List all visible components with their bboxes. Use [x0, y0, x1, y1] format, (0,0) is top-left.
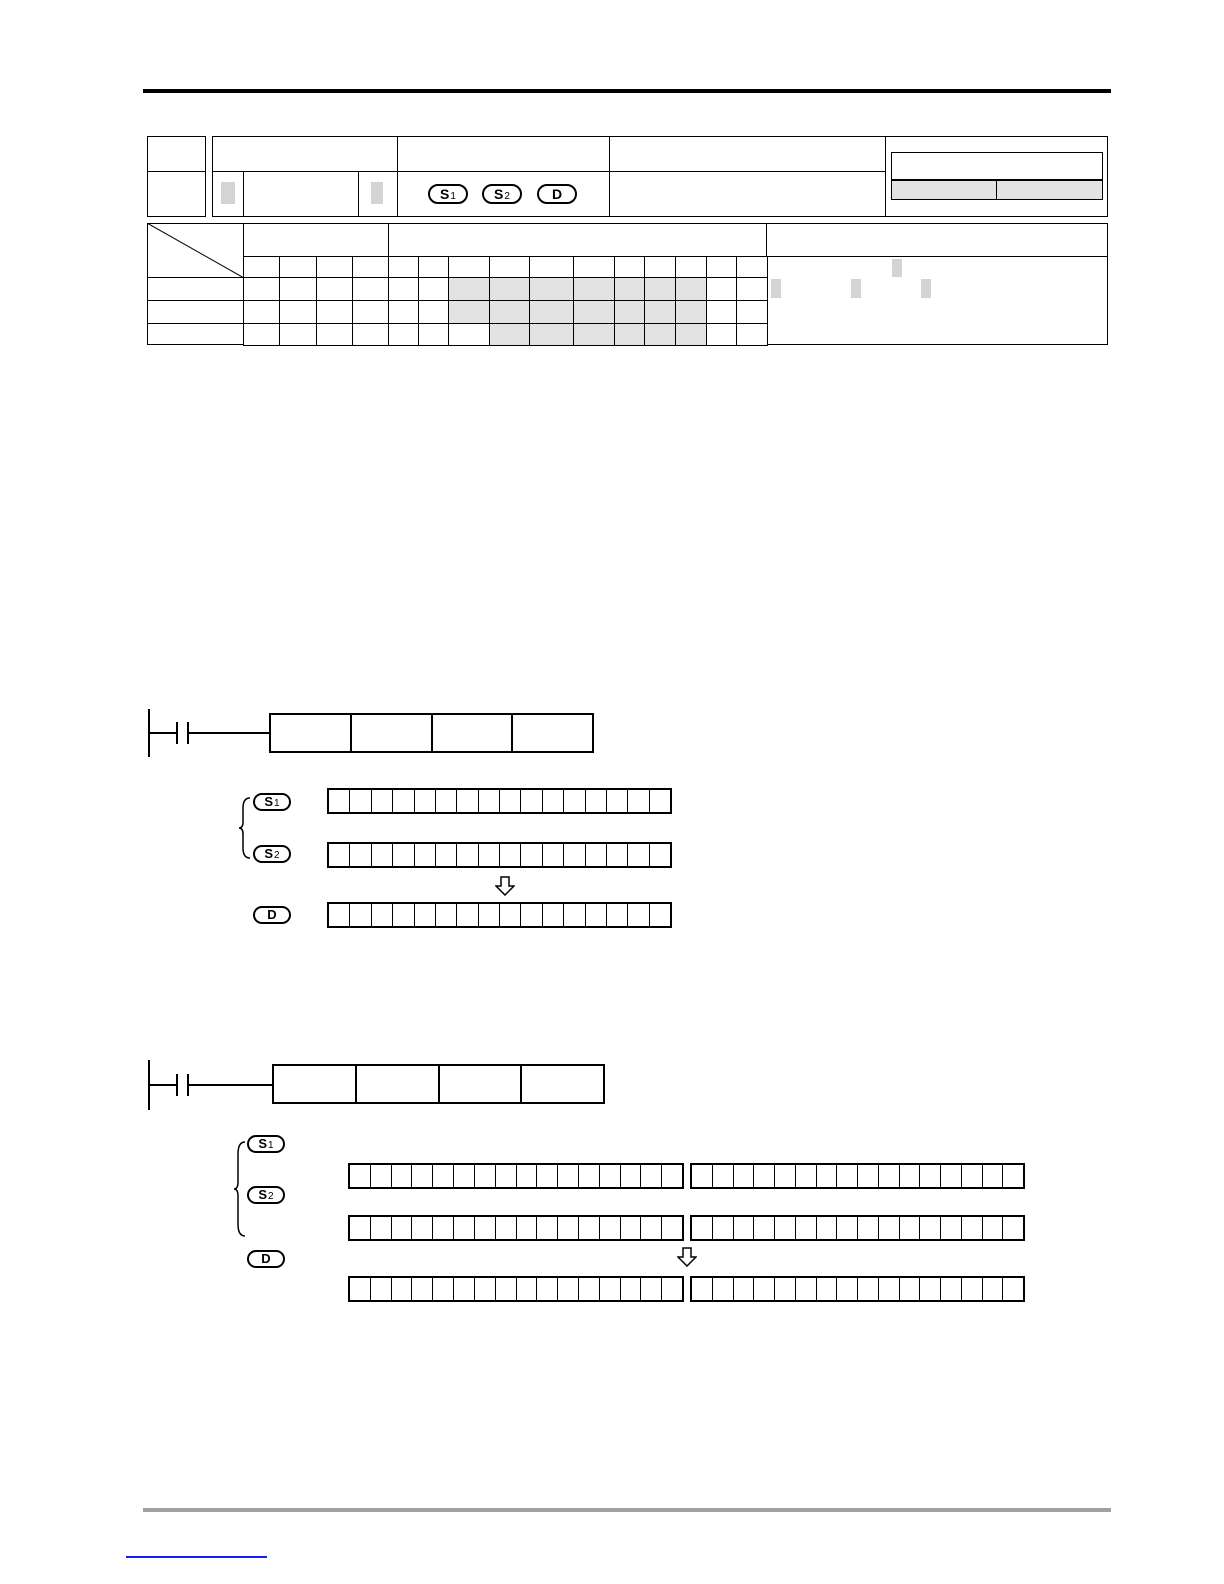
- device-cell: [736, 300, 768, 324]
- down-arrow-icon: [495, 876, 515, 896]
- device-cell: [644, 277, 676, 301]
- device-cell: [418, 277, 449, 301]
- device-table-corner: [147, 223, 244, 278]
- bit-cell: [436, 904, 457, 926]
- bit-cell: [500, 790, 521, 812]
- device-cell: [675, 300, 707, 324]
- bit-cell: [858, 1217, 879, 1239]
- bit-cell: [775, 1278, 796, 1300]
- bit-devices-header: [243, 223, 389, 257]
- bit-cell: [621, 1278, 642, 1300]
- bit-cell: [393, 790, 414, 812]
- instruction-box-16bit: [269, 713, 594, 753]
- bit-cell: [521, 790, 542, 812]
- bit-cell: [475, 1278, 496, 1300]
- bit-cell: [607, 790, 628, 812]
- bit-cell: [479, 904, 500, 926]
- bit-cell: [454, 1217, 475, 1239]
- device-cell: [243, 277, 280, 301]
- bit-cell: [983, 1217, 1004, 1239]
- steps-mark-4: [921, 279, 931, 298]
- instr-cell-s1: [357, 1066, 440, 1102]
- program-steps-header: [766, 223, 1108, 257]
- bit-cell: [775, 1217, 796, 1239]
- ex1-operand-s2: S2: [253, 845, 291, 863]
- bit-cell: [537, 1165, 558, 1187]
- operand-s1: S1: [428, 184, 468, 204]
- instr-cell-s2: [433, 715, 514, 751]
- bit-cell: [692, 1217, 713, 1239]
- bit-cell: [754, 1217, 775, 1239]
- footer-rule: [143, 1508, 1111, 1512]
- bit-cell: [600, 1278, 621, 1300]
- operands-header-cell: [397, 136, 610, 172]
- device-type-cell: [644, 256, 676, 278]
- bit-cell: [1003, 1278, 1023, 1300]
- ex2-bitrow-s1-low: [690, 1163, 1025, 1189]
- bit-cell: [371, 1217, 392, 1239]
- bit-cell: [858, 1278, 879, 1300]
- bit-cell: [496, 1165, 517, 1187]
- instr-cell-s1: [352, 715, 433, 751]
- bit-cell: [457, 904, 478, 926]
- bit-cell: [392, 1278, 413, 1300]
- bit-cell: [1003, 1165, 1023, 1187]
- bit-cell: [457, 844, 478, 866]
- row-label-s1: [147, 277, 244, 301]
- bit-cell: [350, 1217, 371, 1239]
- device-type-cell: [352, 256, 389, 278]
- bit-cell: [734, 1165, 755, 1187]
- ex1-bitrow-d: [327, 902, 672, 928]
- bit-cell: [628, 904, 649, 926]
- bit-cell: [713, 1165, 734, 1187]
- bit-cell: [579, 1217, 600, 1239]
- controller-series-a: [891, 180, 997, 200]
- device-type-cell: [316, 256, 353, 278]
- bit-cell: [564, 790, 585, 812]
- ex2-bitrow-s1-high: [348, 1163, 684, 1189]
- mnemonic-cell: [212, 171, 398, 217]
- bit-cell: [433, 1278, 454, 1300]
- brace-s1-s2: [238, 796, 252, 860]
- steps-mark-3: [851, 279, 861, 298]
- bit-cell: [900, 1278, 921, 1300]
- operand-cell: [397, 171, 610, 217]
- bit-cell: [564, 904, 585, 926]
- bit-cell: [372, 904, 393, 926]
- bit-cell: [962, 1278, 983, 1300]
- ex1-operand-s1: S1: [253, 793, 291, 811]
- bit-cell: [1003, 1217, 1023, 1239]
- device-cell: [706, 300, 737, 324]
- bit-cell: [796, 1217, 817, 1239]
- bit-cell: [579, 1278, 600, 1300]
- ex2-bitrow-d-high: [348, 1276, 684, 1302]
- row-label-d: [147, 323, 244, 345]
- device-cell: [706, 323, 737, 346]
- bit-cell: [579, 1165, 600, 1187]
- steps-mark-2: [771, 279, 781, 298]
- device-cell: [573, 323, 615, 346]
- bit-cell: [558, 1165, 579, 1187]
- device-cell: [279, 277, 317, 301]
- device-cell: [316, 277, 353, 301]
- bit-cell: [454, 1278, 475, 1300]
- bit-cell: [537, 1278, 558, 1300]
- bit-cell: [433, 1217, 454, 1239]
- device-type-cell: [675, 256, 707, 278]
- bit-cell: [329, 904, 350, 926]
- row-label-s2: [147, 300, 244, 324]
- bit-cell: [350, 904, 371, 926]
- ex1-bitrow-s2: [327, 842, 672, 868]
- device-cell: [352, 277, 389, 301]
- bit-cell: [817, 1165, 838, 1187]
- bit-cell: [433, 1165, 454, 1187]
- bit-cell: [837, 1278, 858, 1300]
- bit-cell: [607, 904, 628, 926]
- bit-cell: [475, 1217, 496, 1239]
- function-header-cell: [609, 136, 886, 172]
- bit-cell: [479, 844, 500, 866]
- bit-cell: [517, 1165, 538, 1187]
- bit-cell: [858, 1165, 879, 1187]
- bit-cell: [962, 1165, 983, 1187]
- steps-mark-1: [892, 259, 902, 277]
- down-arrow-icon: [677, 1247, 697, 1267]
- bit-cell: [662, 1217, 682, 1239]
- contact-left-bar: [176, 722, 178, 744]
- bit-cell: [475, 1165, 496, 1187]
- bit-cell: [879, 1165, 900, 1187]
- function-cell: [609, 171, 886, 217]
- bit-cell: [879, 1278, 900, 1300]
- device-cell: [448, 300, 490, 324]
- device-type-cell: [706, 256, 737, 278]
- device-cell: [448, 277, 490, 301]
- ex2-operand-s2: S2: [247, 1186, 285, 1204]
- bit-cell: [392, 1165, 413, 1187]
- bit-cell: [521, 844, 542, 866]
- ex1-operand-d: D: [253, 906, 291, 924]
- device-type-cell: [243, 256, 280, 278]
- device-cell: [573, 277, 615, 301]
- controller-cell: [885, 136, 1108, 217]
- bit-cell: [941, 1217, 962, 1239]
- bit-cell: [537, 1217, 558, 1239]
- bit-cell: [713, 1217, 734, 1239]
- bit-cell: [371, 1278, 392, 1300]
- bit-cell: [329, 844, 350, 866]
- bit-cell: [920, 1278, 941, 1300]
- bit-cell: [392, 1217, 413, 1239]
- bit-cell: [621, 1217, 642, 1239]
- bit-cell: [983, 1165, 1004, 1187]
- bit-cell: [329, 790, 350, 812]
- bit-cell: [628, 790, 649, 812]
- device-cell: [675, 323, 707, 346]
- bit-cell: [692, 1165, 713, 1187]
- bit-cell: [817, 1278, 838, 1300]
- bit-cell: [628, 844, 649, 866]
- bit-cell: [600, 1217, 621, 1239]
- bit-cell: [586, 844, 607, 866]
- instr-cell-s2: [440, 1066, 523, 1102]
- bit-cell: [713, 1278, 734, 1300]
- bit-cell: [350, 844, 371, 866]
- operand-d: D: [537, 184, 577, 204]
- device-cell: [644, 300, 676, 324]
- device-cell: [388, 277, 419, 301]
- device-cell: [706, 277, 737, 301]
- bit-cell: [600, 1165, 621, 1187]
- brace-s1-s2: [233, 1140, 247, 1238]
- bit-cell: [454, 1165, 475, 1187]
- bit-cell: [517, 1278, 538, 1300]
- device-type-cell: [736, 256, 768, 278]
- bit-cell: [415, 844, 436, 866]
- bit-cell: [543, 904, 564, 926]
- bit-cell: [412, 1217, 433, 1239]
- device-cell: [736, 323, 768, 346]
- bit-cell: [517, 1217, 538, 1239]
- bit-cell: [393, 844, 414, 866]
- instr-cell-mnemonic: [274, 1066, 357, 1102]
- bit-cell: [983, 1278, 1004, 1300]
- bit-cell: [900, 1165, 921, 1187]
- bit-cell: [496, 1278, 517, 1300]
- bit-cell: [412, 1165, 433, 1187]
- bit-cell: [412, 1278, 433, 1300]
- mnemonic-prefix-mark: [221, 182, 235, 204]
- bit-cell: [775, 1165, 796, 1187]
- device-cell: [489, 300, 530, 324]
- device-type-cell: [388, 256, 419, 278]
- bit-cell: [564, 844, 585, 866]
- bit-cell: [372, 844, 393, 866]
- device-cell: [573, 300, 615, 324]
- device-cell: [489, 277, 530, 301]
- bit-cell: [754, 1165, 775, 1187]
- device-cell: [529, 300, 574, 324]
- mnemonic-header-cell: [212, 136, 398, 172]
- contact-left-bar: [176, 1074, 178, 1096]
- bit-cell: [436, 844, 457, 866]
- device-cell: [316, 300, 353, 324]
- footer-link-underline[interactable]: [126, 1556, 267, 1558]
- bit-cell: [662, 1165, 682, 1187]
- ex2-bitrow-s2-low: [690, 1215, 1025, 1241]
- bit-cell: [415, 790, 436, 812]
- bit-cell: [920, 1165, 941, 1187]
- device-cell: [675, 277, 707, 301]
- device-cell: [448, 323, 490, 346]
- bit-cell: [941, 1278, 962, 1300]
- device-cell: [388, 300, 419, 324]
- device-cell: [316, 323, 353, 346]
- instruction-box-32bit: [272, 1064, 605, 1104]
- device-cell: [736, 277, 768, 301]
- bit-cell: [621, 1165, 642, 1187]
- bit-cell: [543, 844, 564, 866]
- device-cell: [529, 277, 574, 301]
- device-cell: [418, 300, 449, 324]
- controller-series-b: [996, 180, 1103, 200]
- mnemonic-suffix-mark: [371, 182, 383, 204]
- device-type-cell: [489, 256, 530, 278]
- bit-cell: [371, 1165, 392, 1187]
- device-cell: [418, 323, 449, 346]
- bit-cell: [586, 904, 607, 926]
- bit-cell: [558, 1217, 579, 1239]
- bit-cell: [900, 1217, 921, 1239]
- device-cell: [352, 323, 389, 346]
- device-type-cell: [448, 256, 490, 278]
- bit-cell: [543, 790, 564, 812]
- bit-cell: [558, 1278, 579, 1300]
- device-cell: [388, 323, 419, 346]
- device-cell: [614, 300, 645, 324]
- device-cell: [279, 323, 317, 346]
- device-cell: [279, 300, 317, 324]
- api-number-cell: [147, 171, 206, 217]
- diagonal-line: [147, 223, 244, 278]
- bit-cell: [496, 1217, 517, 1239]
- controller-series-box: [891, 152, 1103, 180]
- instr-cell-d: [522, 1066, 603, 1102]
- bit-cell: [393, 904, 414, 926]
- device-type-cell: [418, 256, 449, 278]
- bit-cell: [650, 844, 670, 866]
- bit-cell: [650, 790, 670, 812]
- bit-cell: [641, 1217, 662, 1239]
- instr-cell-d: [513, 715, 592, 751]
- bit-cell: [962, 1217, 983, 1239]
- bit-cell: [662, 1278, 682, 1300]
- device-type-cell: [573, 256, 615, 278]
- bit-cell: [941, 1165, 962, 1187]
- ex2-bitrow-d-low: [690, 1276, 1025, 1302]
- ex2-bitrow-s2-high: [348, 1215, 684, 1241]
- word-devices-header: [388, 223, 767, 257]
- device-cell: [243, 323, 280, 346]
- bit-cell: [641, 1165, 662, 1187]
- device-cell: [644, 323, 676, 346]
- bit-cell: [920, 1217, 941, 1239]
- header-rule: [143, 89, 1111, 93]
- operand-s2: S2: [482, 184, 522, 204]
- device-cell: [529, 323, 574, 346]
- bit-cell: [734, 1278, 755, 1300]
- bit-cell: [479, 790, 500, 812]
- bit-cell: [372, 790, 393, 812]
- api-cell: [147, 136, 206, 172]
- bit-cell: [796, 1278, 817, 1300]
- bit-cell: [817, 1217, 838, 1239]
- bit-cell: [500, 844, 521, 866]
- bit-cell: [350, 1165, 371, 1187]
- bit-cell: [350, 1278, 371, 1300]
- device-cell: [489, 323, 530, 346]
- device-cell: [614, 277, 645, 301]
- bit-cell: [650, 904, 670, 926]
- bit-cell: [500, 904, 521, 926]
- device-cell: [243, 300, 280, 324]
- bit-cell: [586, 790, 607, 812]
- bit-cell: [692, 1278, 713, 1300]
- bit-cell: [641, 1278, 662, 1300]
- instr-cell-mnemonic: [271, 715, 352, 751]
- device-cell: [614, 323, 645, 346]
- device-type-cell: [279, 256, 317, 278]
- bit-cell: [436, 790, 457, 812]
- bit-cell: [457, 790, 478, 812]
- device-cell: [352, 300, 389, 324]
- bit-cell: [879, 1217, 900, 1239]
- bit-cell: [837, 1217, 858, 1239]
- ex1-bitrow-s1: [327, 788, 672, 814]
- device-type-cell: [529, 256, 574, 278]
- bit-cell: [734, 1217, 755, 1239]
- bit-cell: [754, 1278, 775, 1300]
- program-steps-cell: [766, 256, 1108, 345]
- ex2-operand-s1: S1: [247, 1135, 285, 1153]
- bit-cell: [837, 1165, 858, 1187]
- device-type-cell: [614, 256, 645, 278]
- bit-cell: [607, 844, 628, 866]
- ex2-operand-d: D: [247, 1250, 285, 1268]
- bit-cell: [521, 904, 542, 926]
- bit-cell: [796, 1165, 817, 1187]
- bit-cell: [415, 904, 436, 926]
- bit-cell: [350, 790, 371, 812]
